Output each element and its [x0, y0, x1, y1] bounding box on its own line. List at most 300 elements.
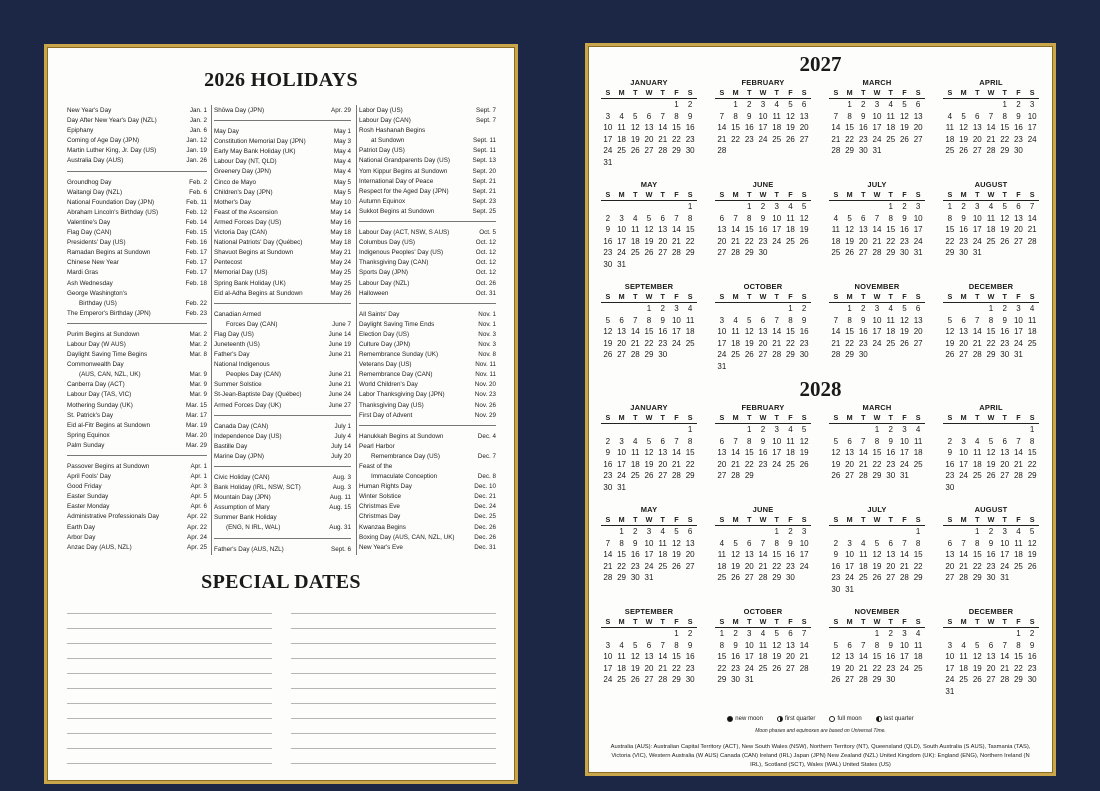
day-cell: 14: [799, 640, 809, 650]
month-september-2027: [601, 282, 697, 361]
day-cell: 10: [758, 111, 768, 121]
day-cell: 31: [899, 471, 909, 480]
holiday-name: Flag Day (US): [214, 330, 254, 338]
day-cell: 8: [733, 111, 738, 121]
day-cell: 12: [945, 327, 955, 336]
holiday-date: Nov. 1: [478, 320, 496, 328]
day-cell: 31: [972, 248, 982, 257]
holiday-date: Apr. 22: [187, 513, 207, 521]
holiday-row: [214, 360, 351, 370]
day-cell: 1: [874, 629, 880, 638]
holiday-name: Marine Day (JPN): [214, 452, 265, 460]
day-cell: 1: [888, 202, 893, 211]
day-cell: 4: [760, 629, 766, 638]
day-cell: 6: [1002, 436, 1007, 446]
holiday-name: The Emperor's Birthday (JPN): [67, 309, 151, 317]
empty-cell: [642, 201, 656, 213]
holiday-name: Easter Sunday: [67, 493, 109, 501]
day-cell: 28: [858, 471, 868, 480]
holiday-row: [67, 178, 207, 188]
day-cell: 22: [886, 236, 896, 246]
weekday-header: [715, 88, 811, 99]
day-cell: 13: [617, 327, 627, 336]
day-cell: 8: [1002, 111, 1007, 121]
holiday-row: [359, 156, 496, 166]
day-cell: 5: [633, 111, 638, 121]
day-cell: 11: [913, 640, 923, 650]
day-cell: 18: [945, 134, 955, 144]
holiday-row: [214, 310, 351, 320]
holiday-row: [359, 411, 496, 421]
weekday-letter: T: [747, 88, 752, 97]
empty-cell: [856, 424, 870, 436]
empty-cell: [628, 99, 642, 111]
weekday-header: [943, 515, 1039, 526]
weekday-letter: M: [960, 515, 967, 524]
day-cell: 8: [674, 111, 679, 121]
day-cell: 23: [858, 134, 868, 144]
holiday-date: Oct. 12: [475, 239, 496, 247]
day-cell: 15: [772, 550, 782, 559]
holiday-date: Sept. 7: [476, 107, 496, 114]
empty-cell: [943, 424, 957, 436]
day-cell: 21: [831, 338, 841, 348]
day-cell: 24: [758, 134, 768, 144]
day-cell: 13: [717, 225, 727, 234]
write-line: [67, 673, 272, 674]
day-grid: [829, 99, 925, 157]
holiday-name: National Foundation Day (JPN): [67, 198, 155, 206]
holiday-name: Independence Day (US): [214, 432, 282, 440]
day-cell: 21: [831, 134, 841, 144]
empty-cell: [829, 424, 843, 436]
day-cell: 15: [671, 652, 681, 661]
holiday-row: [359, 512, 496, 522]
holiday-name: Abraham Lincoln's Birthday (US): [67, 208, 159, 216]
holidays-column-2: [214, 105, 351, 564]
year-2028-title: 2028: [799, 377, 842, 401]
write-line: [291, 673, 496, 674]
holiday-row: [359, 472, 496, 482]
day-cell: 7: [988, 111, 994, 121]
holiday-row: [214, 218, 351, 228]
day-cell: 28: [717, 146, 727, 155]
holiday-date: Dec. 26: [474, 533, 496, 541]
weekday-letter: F: [902, 515, 907, 524]
weekday-letter: T: [660, 190, 665, 199]
holiday-row: [359, 370, 496, 380]
day-cell: 4: [1029, 304, 1035, 313]
holiday-date: June 21: [328, 381, 351, 389]
holiday-month-block: [359, 227, 496, 304]
holiday-row: [214, 422, 351, 432]
day-cell: 17: [872, 123, 882, 132]
holiday-month-block: [214, 105, 351, 121]
empty-cell: [957, 526, 971, 538]
day-cell: 14: [671, 448, 681, 457]
holiday-row: [214, 137, 351, 147]
day-cell: 3: [874, 100, 880, 109]
month-april-2028: [943, 403, 1039, 493]
weekday-letter: S: [1029, 190, 1035, 199]
day-cell: 14: [858, 652, 868, 661]
day-cell: 19: [872, 561, 882, 571]
day-cell: 19: [772, 652, 782, 661]
holiday-row: [214, 340, 351, 350]
weekday-header: [943, 413, 1039, 424]
day-cell: 15: [644, 327, 654, 336]
day-cell: 3: [774, 425, 779, 434]
day-cell: 2: [801, 304, 807, 313]
day-cell: 8: [674, 640, 679, 650]
empty-cell: [856, 526, 870, 538]
day-cell: 26: [772, 663, 782, 673]
day-cell: 6: [888, 538, 893, 548]
day-cell: 15: [972, 550, 982, 559]
day-cell: 17: [913, 225, 923, 234]
weekday-letter: S: [801, 413, 807, 422]
day-cell: 24: [617, 471, 627, 480]
day-cell: 25: [886, 134, 896, 144]
day-cell: 24: [899, 459, 909, 469]
holiday-name: Assumption of Mary: [214, 504, 270, 512]
day-cell: 3: [1029, 100, 1035, 109]
holiday-date: Apr. 6: [190, 503, 207, 511]
holiday-row: [359, 360, 496, 370]
day-cell: 4: [1016, 527, 1021, 536]
holiday-row: [359, 310, 496, 320]
holidays-page: [44, 44, 518, 784]
day-cell: 23: [1013, 134, 1023, 144]
empty-cell: [1012, 424, 1026, 436]
holiday-name: Cinco de Mayo: [214, 178, 256, 186]
day-cell: 6: [646, 640, 652, 650]
holiday-name: Passover Begins at Sundown: [67, 463, 150, 470]
holiday-row: [359, 187, 496, 197]
holiday-name: Purim Begins at Sundown: [67, 330, 140, 338]
day-cell: 22: [872, 459, 882, 469]
day-cell: 31: [945, 686, 955, 696]
weekday-letter: M: [846, 190, 853, 199]
day-grid: [829, 201, 925, 259]
day-cell: 24: [872, 134, 882, 144]
weekday-letter: W: [873, 515, 881, 524]
empty-cell: [670, 424, 684, 436]
holiday-row: [359, 492, 496, 502]
weekday-letter: W: [645, 413, 653, 422]
weekday-letter: T: [1002, 617, 1007, 626]
day-cell: 1: [674, 100, 679, 109]
day-cell: 5: [774, 629, 779, 638]
day-cell: 3: [674, 304, 679, 313]
day-cell: 26: [872, 573, 882, 582]
day-cell: 6: [760, 315, 766, 325]
weekday-letter: T: [660, 413, 665, 422]
day-cell: 19: [959, 134, 969, 144]
day-cell: 29: [872, 471, 882, 480]
holiday-date: Dec. 26: [474, 523, 496, 531]
day-cell: 20: [945, 561, 955, 571]
day-cell: 8: [874, 436, 880, 446]
holiday-name: Epiphany: [67, 127, 94, 135]
day-cell: 10: [772, 436, 782, 446]
day-cell: 16: [899, 225, 909, 234]
day-cell: 12: [630, 123, 640, 132]
holiday-name: Daylight Saving Time Begins: [67, 351, 148, 359]
day-cell: 20: [972, 134, 982, 144]
day-cell: 23: [744, 134, 754, 144]
day-grid: [715, 99, 811, 157]
day-cell: 29: [945, 248, 955, 257]
holiday-date: Feb. 18: [185, 279, 207, 287]
holiday-row: [214, 370, 351, 380]
day-cell: 23: [831, 573, 841, 582]
weekday-header: [943, 292, 1039, 303]
day-cell: 23: [785, 561, 795, 571]
month-name: MAY: [640, 180, 658, 189]
holiday-month-block: [359, 309, 496, 426]
day-cell: 29: [644, 350, 654, 359]
weekday-letter: F: [902, 292, 907, 301]
holiday-name: Thanksgiving Day (US): [359, 401, 424, 409]
day-cell: 8: [988, 315, 994, 325]
holiday-date: Jan. 6: [189, 127, 207, 135]
day-cell: 23: [886, 663, 896, 673]
moon-phase-note: Moon phases and equinoxes are based on Universal Time.: [755, 728, 886, 734]
weekday-letter: M: [732, 190, 739, 199]
holiday-name: Australia Day (AUS): [67, 157, 124, 165]
day-cell: 13: [913, 111, 923, 121]
day-cell: 6: [788, 629, 793, 638]
holiday-name: Constitution Memorial Day (JPN): [214, 138, 306, 146]
month-name: AUGUST: [974, 505, 1008, 514]
weekday-letter: W: [645, 190, 653, 199]
day-cell: 28: [858, 675, 868, 684]
day-cell: 29: [1027, 471, 1037, 480]
day-cell: 20: [913, 123, 923, 132]
weekday-header: [829, 190, 925, 201]
day-cell: 23: [758, 236, 768, 246]
holiday-date: Apr. 22: [187, 523, 207, 531]
day-cell: 28: [772, 350, 782, 359]
day-cell: 6: [719, 213, 725, 223]
day-cell: 2: [1029, 629, 1035, 638]
holiday-date: Sept. 11: [473, 147, 496, 155]
day-cell: 5: [847, 213, 852, 223]
weekday-letter: F: [788, 413, 793, 422]
month-december-2028: [943, 607, 1039, 697]
day-cell: 20: [685, 550, 695, 559]
holiday-date: Dec. 10: [474, 483, 496, 491]
day-cell: 21: [731, 236, 741, 246]
day-cell: 20: [744, 561, 754, 571]
empty-cell: [943, 99, 957, 111]
day-grid: [829, 526, 925, 595]
day-cell: 12: [986, 448, 996, 457]
weekday-letter: T: [633, 292, 638, 301]
day-cell: 28: [671, 248, 681, 257]
holiday-date: May 25: [330, 269, 351, 277]
holiday-date: Feb. 22: [185, 299, 207, 307]
day-cell: 26: [644, 471, 654, 480]
day-cell: 20: [717, 459, 727, 469]
month-may-2027: [601, 180, 697, 270]
weekday-header: [715, 292, 811, 303]
weekday-letter: T: [1002, 88, 1007, 97]
weekday-header: [601, 515, 697, 526]
day-cell: 13: [799, 111, 809, 121]
holiday-name: Armed Forces Day (UK): [214, 401, 282, 409]
day-cell: 27: [758, 350, 768, 359]
day-cell: 23: [603, 248, 613, 257]
day-cell: 28: [731, 471, 741, 480]
month-march-2027: [829, 78, 925, 157]
day-cell: 4: [719, 538, 725, 548]
weekday-header: [601, 88, 697, 99]
day-cell: 12: [899, 111, 909, 121]
holiday-row: [67, 482, 207, 492]
day-cell: 25: [617, 146, 627, 155]
day-cell: 14: [831, 123, 841, 132]
holiday-name: New Year's Day: [67, 107, 112, 114]
day-cell: 10: [603, 652, 613, 661]
write-line: [67, 643, 272, 644]
month-name: OCTOBER: [743, 282, 783, 291]
holidays-column-3: [359, 105, 496, 562]
weekday-header: [601, 617, 697, 628]
day-cell: 9: [687, 111, 693, 121]
day-cell: 19: [799, 448, 809, 457]
day-cell: 1: [719, 629, 725, 638]
month-june-2027: [715, 180, 811, 259]
holiday-name: Victoria Day (CAN): [214, 229, 268, 237]
day-cell: 20: [644, 134, 654, 144]
weekday-letter: S: [687, 88, 693, 97]
write-line: [67, 763, 272, 764]
day-cell: 22: [617, 561, 627, 571]
day-cell: 10: [872, 315, 882, 325]
day-cell: 27: [972, 146, 982, 155]
weekday-letter: S: [719, 88, 725, 97]
holiday-row: [359, 482, 496, 492]
day-cell: 28: [731, 248, 741, 257]
day-cell: 11: [831, 225, 840, 234]
month-september-2028: [601, 607, 697, 686]
weekday-letter: S: [915, 88, 921, 97]
day-cell: 27: [959, 350, 969, 359]
day-cell: 10: [644, 538, 654, 548]
day-cell: 14: [972, 327, 982, 336]
day-cell: 18: [986, 225, 996, 234]
day-cell: 21: [1013, 459, 1023, 469]
holiday-name: (ENG, N IRL, WAL): [226, 524, 281, 532]
holiday-row: [67, 523, 207, 533]
day-cell: 13: [658, 225, 668, 234]
day-cell: 8: [747, 436, 752, 446]
day-cell: 29: [617, 573, 627, 582]
holiday-row: [67, 248, 207, 258]
day-cell: 4: [633, 436, 638, 446]
day-cell: 4: [915, 629, 921, 638]
empty-cell: [870, 526, 884, 538]
day-cell: 28: [1013, 471, 1023, 480]
day-cell: 5: [747, 315, 752, 325]
empty-cell: [601, 526, 615, 538]
holiday-name: Ramadan Begins at Sundown: [67, 249, 151, 257]
weekday-letter: F: [674, 617, 679, 626]
day-cell: 18: [785, 448, 795, 457]
day-cell: 24: [772, 459, 782, 469]
holiday-row: [67, 238, 207, 248]
day-cell: 4: [861, 538, 866, 548]
holiday-name: Labour Day (ACT, NSW, S AUS): [359, 229, 450, 237]
day-cell: 9: [760, 213, 766, 223]
day-cell: 9: [888, 436, 893, 446]
day-cell: 12: [744, 327, 754, 336]
day-cell: 1: [975, 527, 980, 536]
day-cell: 23: [731, 663, 741, 673]
month-name: JANUARY: [630, 403, 668, 412]
write-line: [291, 658, 496, 659]
holiday-name: Sports Day (JPN): [359, 269, 408, 277]
day-cell: 4: [687, 304, 693, 313]
holiday-date: Jan. 2: [189, 117, 207, 125]
holiday-name: at Sundown: [371, 137, 405, 145]
weekday-letter: T: [861, 515, 866, 524]
day-cell: 3: [747, 629, 752, 638]
empty-cell: [943, 526, 957, 538]
empty-cell: [856, 628, 870, 640]
day-cell: 1: [1029, 425, 1035, 434]
day-cell: 11: [986, 213, 996, 223]
day-cell: 1: [947, 202, 953, 211]
day-cell: 18: [913, 652, 923, 661]
day-cell: 7: [1002, 640, 1007, 650]
day-cell: 8: [747, 213, 752, 223]
day-cell: 15: [1000, 123, 1010, 132]
day-cell: 25: [913, 459, 923, 469]
weekday-letter: F: [788, 617, 793, 626]
holiday-name: Winter Solstice: [359, 493, 401, 501]
day-cell: 29: [845, 350, 855, 359]
holiday-date: May 26: [330, 289, 351, 297]
weekday-letter: M: [618, 190, 625, 199]
day-cell: 7: [1016, 436, 1021, 446]
day-cell: 8: [1016, 640, 1021, 650]
weekday-header: [715, 515, 811, 526]
weekday-letter: S: [801, 515, 807, 524]
holiday-row: [359, 340, 496, 350]
weekday-letter: T: [888, 413, 893, 422]
day-cell: 16: [886, 652, 896, 661]
empty-cell: [628, 628, 642, 640]
day-cell: 3: [975, 202, 980, 211]
day-cell: 11: [717, 550, 726, 559]
day-cell: 8: [719, 640, 725, 650]
day-cell: 30: [858, 350, 868, 359]
day-cell: 27: [744, 573, 754, 582]
day-cell: 9: [988, 538, 994, 548]
day-cell: 18: [913, 448, 923, 457]
day-cell: 13: [785, 640, 795, 650]
weekday-letter: T: [774, 292, 779, 301]
day-cell: 24: [644, 561, 654, 571]
holiday-name: Rosh Hashanah Begins: [359, 127, 426, 135]
day-cell: 19: [1000, 225, 1010, 234]
day-cell: 26: [671, 561, 681, 571]
holiday-name: Good Friday: [67, 483, 102, 491]
holiday-date: May 25: [330, 279, 351, 287]
